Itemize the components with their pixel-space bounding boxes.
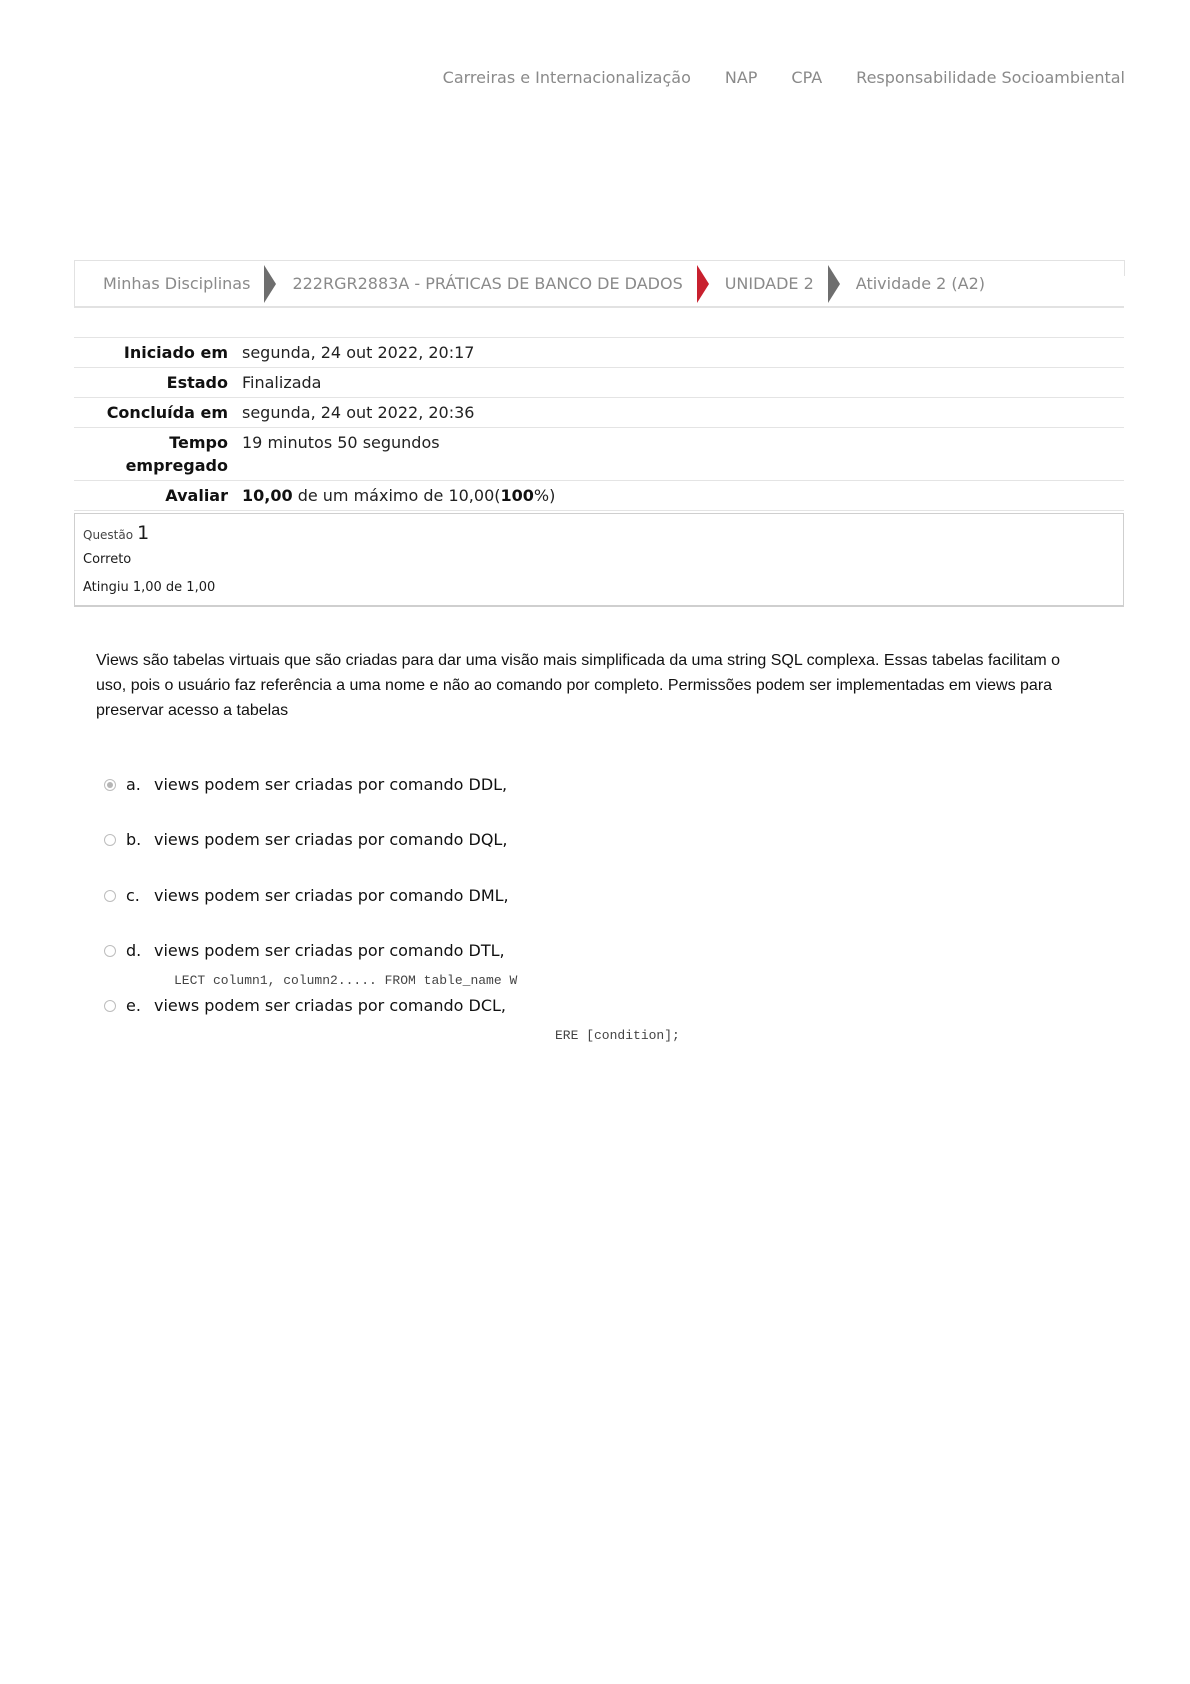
grade-end: %) xyxy=(533,486,556,505)
summary-value: 19 minutos 50 segundos xyxy=(242,433,440,452)
answer-text: views podem ser criadas por comando DCL, xyxy=(154,996,506,1015)
summary-row-time xyxy=(74,428,1124,481)
question-state: Correto xyxy=(83,552,132,567)
summary-label: Iniciado em xyxy=(123,343,228,362)
top-navigation xyxy=(443,68,1125,87)
breadcrumb-corner xyxy=(1120,260,1125,276)
summary-value: segunda, 24 out 2022, 20:36 xyxy=(242,403,475,422)
radio-button-icon[interactable] xyxy=(104,890,116,902)
question-label: Questão xyxy=(83,528,134,542)
answer-option-a[interactable] xyxy=(104,775,507,794)
nav-link-cpa[interactable]: CPA xyxy=(791,68,823,87)
answer-option-d[interactable] xyxy=(104,941,505,960)
radio-button-icon[interactable] xyxy=(104,779,116,791)
answer-option-b[interactable] xyxy=(104,830,507,849)
answer-option-c[interactable] xyxy=(104,886,509,905)
summary-row-grade xyxy=(74,481,1124,511)
breadcrumb-item-atividade[interactable]: Atividade 2 (A2) xyxy=(855,274,986,293)
summary-value xyxy=(242,481,1124,511)
radio-button-icon[interactable] xyxy=(104,945,116,957)
summary-label: Estado xyxy=(166,373,228,392)
answer-letter: c. xyxy=(126,886,140,905)
breadcrumb-separator-icon xyxy=(697,265,709,303)
attempt-summary-table xyxy=(74,337,1124,511)
radio-button-icon[interactable] xyxy=(104,1000,116,1012)
answer-text: views podem ser criadas por comando DDL, xyxy=(154,775,508,794)
breadcrumb-separator-icon xyxy=(828,265,840,303)
nav-link-carreiras[interactable]: Carreiras e Internacionalização xyxy=(442,68,691,87)
summary-label: Concluída em xyxy=(106,403,228,422)
answer-text: views podem ser criadas por comando DML, xyxy=(154,886,509,905)
nav-link-responsabilidade[interactable]: Responsabilidade Socioambiental xyxy=(856,68,1125,87)
grade-score: 10,00 xyxy=(242,486,293,505)
grade-percent: 100 xyxy=(500,486,534,505)
answer-letter: b. xyxy=(126,830,142,849)
answer-text: views podem ser criadas por comando DQL, xyxy=(154,830,508,849)
nav-link-nap[interactable]: NAP xyxy=(724,68,758,87)
summary-value: Finalizada xyxy=(242,373,322,392)
summary-label xyxy=(74,428,242,481)
breadcrumb-item-unidade[interactable]: UNIDADE 2 xyxy=(724,274,814,293)
question-number xyxy=(83,522,1115,547)
summary-row-state xyxy=(74,368,1124,398)
summary-value: segunda, 24 out 2022, 20:17 xyxy=(242,343,475,362)
grade-max: de um máximo de 10,00( xyxy=(292,486,501,505)
breadcrumb-item-minhas-disciplinas[interactable]: Minhas Disciplinas xyxy=(103,274,251,293)
summary-label-line: empregado xyxy=(125,456,228,475)
breadcrumb xyxy=(74,260,1124,308)
answer-letter: d. xyxy=(126,941,142,960)
radio-button-icon[interactable] xyxy=(104,834,116,846)
breadcrumb-item-course[interactable]: 222RGR2883A - PRÁTICAS DE BANCO DE DADOS xyxy=(292,274,683,293)
question-text: Views são tabelas virtuais que são criadas para dar uma visão mais simplificada da uma string SQL complexa. Essas tabelas facilitam o uso, pois o usuário faz referência a uma nome e não ao comando por completo. Permissões podem ser implementadas em views para preservar acesso a tabelas xyxy=(96,652,1061,719)
answer-letter: a. xyxy=(126,775,141,794)
question-info-box xyxy=(74,513,1124,607)
code-fragment: LECT column1, column2..... FROM table_name W xyxy=(174,973,518,988)
answer-text: views podem ser criadas por comando DTL, xyxy=(154,941,505,960)
code-fragment: ERE [condition]; xyxy=(555,1028,680,1043)
question-number-value: 1 xyxy=(137,522,150,544)
breadcrumb-separator-icon xyxy=(264,265,276,303)
answer-option-e[interactable] xyxy=(104,996,506,1015)
summary-label-line: Tempo xyxy=(169,433,228,452)
summary-row-completed xyxy=(74,398,1124,428)
answer-letter: e. xyxy=(126,996,141,1015)
summary-label: Avaliar xyxy=(165,486,228,505)
summary-row-started xyxy=(74,338,1124,368)
question-grade: Atingiu 1,00 de 1,00 xyxy=(83,580,216,595)
